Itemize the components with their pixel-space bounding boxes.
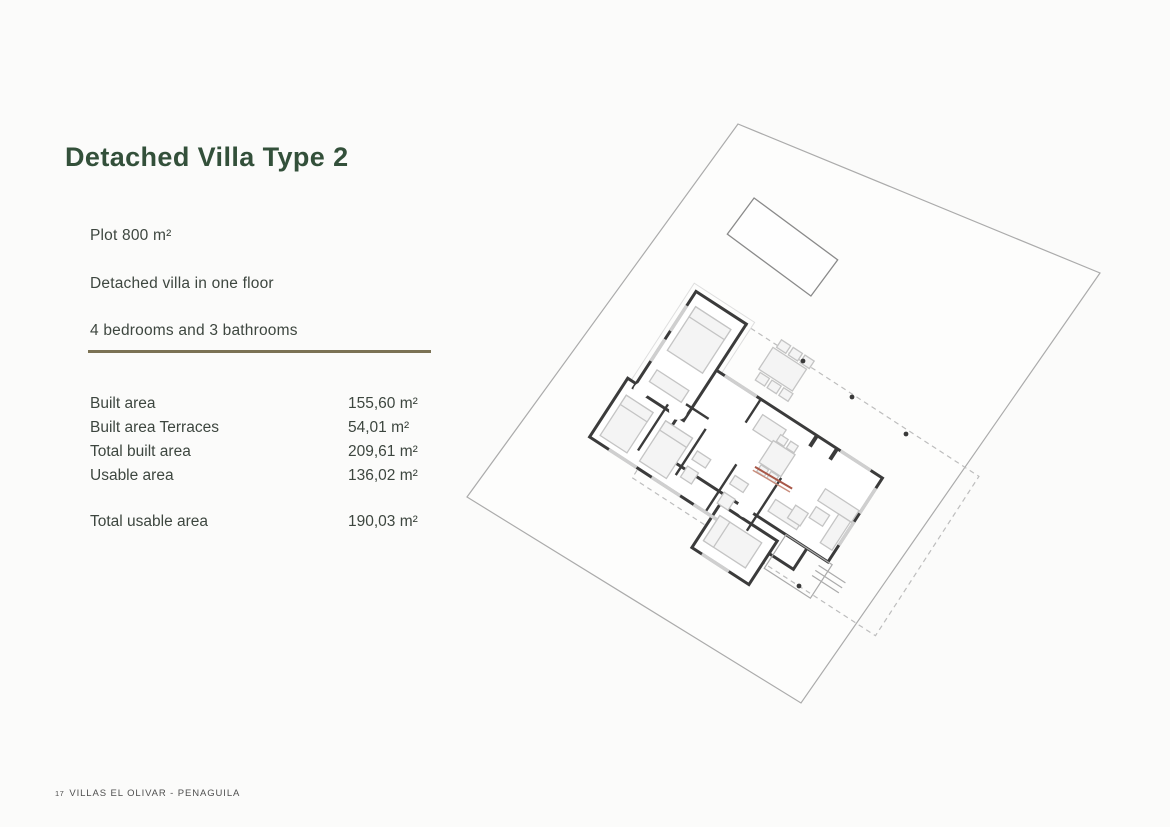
page-number: 17 — [55, 789, 65, 798]
area-value: 190,03 m² — [348, 513, 418, 530]
page-title: Detached Villa Type 2 — [65, 142, 349, 172]
feature-rooms: 4 bedrooms and 3 bathrooms — [90, 322, 298, 339]
area-value: 209,61 m² — [348, 443, 418, 460]
feature-floors: Detached villa in one floor — [90, 275, 274, 292]
area-label: Built area — [90, 395, 156, 412]
area-label: Total usable area — [90, 513, 209, 530]
feature-plot-size: Plot 800 m² — [90, 227, 172, 244]
area-value: 155,60 m² — [348, 395, 418, 412]
area-label: Total built area — [90, 443, 191, 460]
project-name: VILLAS EL OLIVAR - PENAGUILA — [69, 788, 241, 799]
area-label: Usable area — [90, 467, 174, 484]
area-label: Built area Terraces — [90, 419, 219, 436]
area-value: 54,01 m² — [348, 419, 410, 436]
area-value: 136,02 m² — [348, 467, 418, 484]
